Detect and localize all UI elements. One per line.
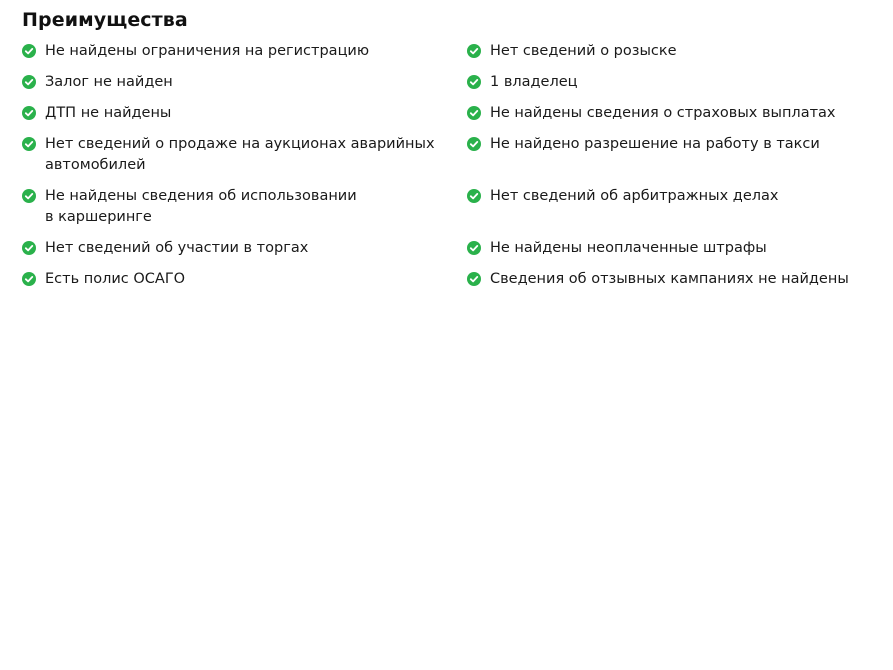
advantage-text: Залог не найден xyxy=(45,74,173,90)
advantages-list xyxy=(22,41,882,290)
advantage-item xyxy=(467,269,882,290)
advantage-text: Нет сведений о розыске xyxy=(490,43,677,59)
advantage-text: Есть полис ОСАГО xyxy=(45,271,186,287)
advantage-text: Не найдены неоплаченные штрафы xyxy=(490,240,767,256)
advantage-item xyxy=(467,72,882,93)
advantage-item xyxy=(22,238,467,259)
check-circle-icon xyxy=(22,75,36,89)
advantage-item xyxy=(467,186,882,228)
check-circle-icon xyxy=(467,44,481,58)
advantage-text: Сведения об отзывных кампаниях не найдены xyxy=(490,271,849,287)
check-circle-icon xyxy=(467,137,481,151)
check-circle-icon xyxy=(22,137,36,151)
advantage-text: 1 владелец xyxy=(490,74,578,90)
advantage-text: Не найдены ограничения на регистрацию xyxy=(45,43,370,59)
check-circle-icon xyxy=(22,241,36,255)
advantage-item xyxy=(22,72,467,93)
advantage-item xyxy=(467,41,882,62)
advantage-item xyxy=(22,269,467,290)
check-circle-icon xyxy=(22,189,36,203)
advantage-text: ДТП не найдены xyxy=(45,105,172,121)
check-circle-icon xyxy=(467,106,481,120)
advantage-item xyxy=(467,134,882,176)
advantage-item xyxy=(22,103,467,124)
check-circle-icon xyxy=(467,189,481,203)
advantage-item xyxy=(467,238,882,259)
check-circle-icon xyxy=(467,241,481,255)
check-circle-icon xyxy=(22,44,36,58)
advantage-text: Не найдены сведения о страховых выплатах xyxy=(490,105,836,121)
check-circle-icon xyxy=(22,272,36,286)
advantage-item xyxy=(467,103,882,124)
advantage-text: Нет сведений об участии в торгах xyxy=(45,240,309,256)
advantage-item xyxy=(22,134,467,176)
advantage-text: Не найдены сведения об использовании в каршеринге xyxy=(45,188,357,225)
check-circle-icon xyxy=(22,106,36,120)
advantage-text: Не найдено разрешение на работу в такси xyxy=(490,136,820,152)
check-circle-icon xyxy=(467,272,481,286)
advantages-section xyxy=(22,8,882,290)
advantage-item xyxy=(22,41,467,62)
advantage-text: Нет сведений о продаже на аукционах аварийных автомобилей xyxy=(45,136,435,173)
advantage-item xyxy=(22,186,467,228)
advantage-text: Нет сведений об арбитражных делах xyxy=(490,188,779,204)
check-circle-icon xyxy=(467,75,481,89)
section-title: Преимущества xyxy=(22,9,188,31)
